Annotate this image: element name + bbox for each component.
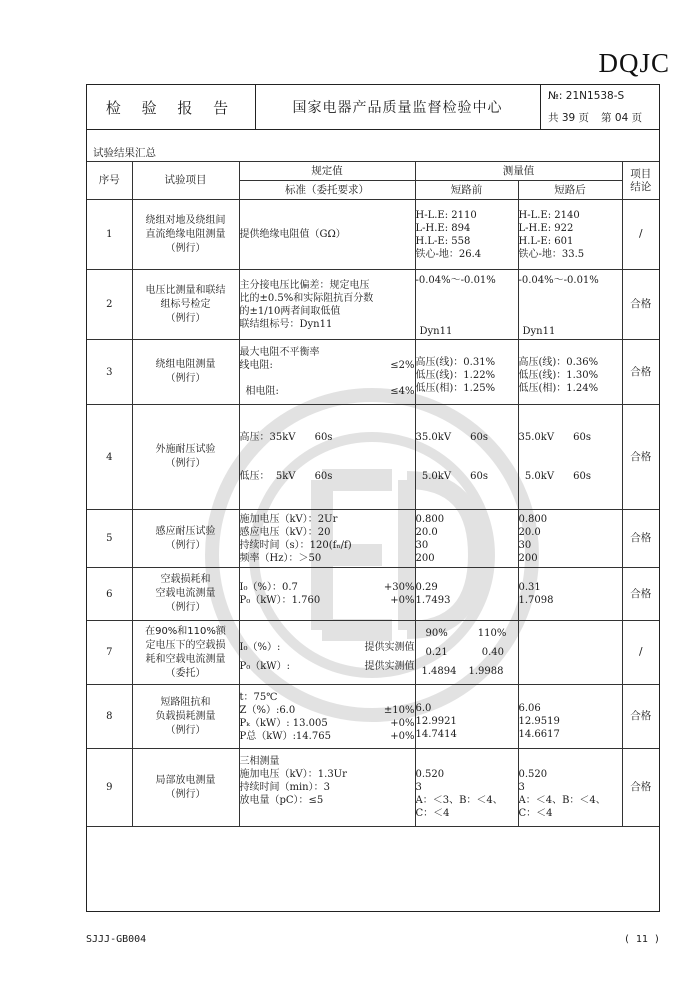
spec-line: t：75℃ xyxy=(239,691,278,703)
row-conclusion: 合格 xyxy=(622,270,659,340)
value-line: 35.0kV 60s xyxy=(518,432,591,443)
spec-line xyxy=(240,385,415,398)
row-item xyxy=(132,270,239,340)
value-line: 3 xyxy=(415,782,422,793)
value-line: 低压(线)：1.30% xyxy=(518,369,599,381)
value-line: H-L.E: 2110 xyxy=(415,209,477,221)
row-spec xyxy=(239,200,415,270)
value-line: 30 xyxy=(518,539,532,551)
spec-line xyxy=(240,359,415,372)
spec-tolerance: +30% xyxy=(383,582,415,593)
row-conclusion: 合格 xyxy=(622,510,659,568)
value-line: 铁心-地：26.4 xyxy=(415,248,482,260)
spec-label: P₀（kW）: xyxy=(239,660,290,672)
value-line: A：＜3、B：＜4、 xyxy=(415,795,503,806)
row-after xyxy=(518,340,622,405)
row-spec xyxy=(239,405,415,510)
row-spec xyxy=(239,340,415,405)
value-line: A：＜4、B：＜4、 xyxy=(518,795,606,806)
row-after xyxy=(518,749,622,827)
row-item xyxy=(132,200,239,270)
spec-line: 联结组标号：Dyn11 xyxy=(239,318,333,330)
col-spec: 规定值 xyxy=(239,162,415,181)
report-number: №: 21N1538-S xyxy=(548,90,625,102)
row-after xyxy=(518,200,622,270)
row-item xyxy=(132,685,239,749)
value-line: 0.520 xyxy=(518,769,548,780)
spec-line: 比的±0.5%和实际阻抗百分数 xyxy=(239,292,374,304)
row-before xyxy=(415,200,518,270)
spec-label: Pₖ（kW）: 13.005 xyxy=(239,717,328,729)
row-after xyxy=(518,405,622,510)
measured-header-110: 110% xyxy=(477,628,507,639)
spec-line xyxy=(240,581,415,594)
item-line: 直流绝缘电阻测量 xyxy=(145,228,226,240)
value-line: 低压(线)：1.22% xyxy=(415,369,496,381)
value-line: 12.9921 xyxy=(415,716,457,727)
spec-tolerance: +0% xyxy=(390,595,415,606)
row-after xyxy=(518,510,622,568)
value-p0-110: 1.9988 xyxy=(468,666,504,677)
table-row xyxy=(87,340,659,405)
value-line: Dyn11 xyxy=(419,326,453,337)
value-line: 14.6617 xyxy=(518,729,560,740)
row-after-empty xyxy=(518,621,622,685)
spec-label: I₀（%）: xyxy=(239,641,281,653)
row-after xyxy=(518,568,622,621)
value-line: C：＜4 xyxy=(415,808,450,819)
item-line: （例行） xyxy=(165,539,206,551)
measured-i0 xyxy=(416,646,518,659)
value-line: 0.800 xyxy=(518,513,548,525)
value-line: 30 xyxy=(415,539,429,551)
col-item: 试验项目 xyxy=(132,162,239,200)
col-conclusion-line2: 结论 xyxy=(630,180,652,193)
value-line: C：＜4 xyxy=(518,808,553,819)
spec-line: 三相测量 xyxy=(239,756,280,767)
spec-value: ≤4% xyxy=(390,386,415,397)
row-item xyxy=(132,621,239,685)
spec-value: 提供实测值 xyxy=(364,641,415,653)
item-line: （委托） xyxy=(165,667,206,679)
value-line: 20.0 xyxy=(415,526,438,538)
value-line: -0.04%～-0.01% xyxy=(518,275,599,286)
row-no: 6 xyxy=(87,568,132,621)
spec-label: P总（kW）:14.765 xyxy=(239,730,331,742)
value-line: 0.29 xyxy=(415,582,438,593)
value-i0-110: 0.40 xyxy=(481,647,505,658)
measured-header-90: 90% xyxy=(425,628,448,639)
spec-line: 持续时间（s）：120(fₙ/f) xyxy=(239,539,352,551)
row-conclusion: / xyxy=(622,621,659,685)
value-line: 200 xyxy=(415,552,435,564)
item-line: （例行） xyxy=(165,602,206,613)
value-line: 5.0kV 60s xyxy=(415,471,488,482)
value-line: 1.7098 xyxy=(518,595,554,606)
value-line: 6.06 xyxy=(518,703,541,714)
table-row xyxy=(87,405,659,510)
table-row xyxy=(87,510,659,568)
item-line: （例行） xyxy=(165,788,206,800)
spec-tolerance: ±10% xyxy=(383,704,415,716)
value-line: H.L-E: 601 xyxy=(518,235,574,247)
value-line: 1.7493 xyxy=(415,595,451,606)
row-conclusion: 合格 xyxy=(622,405,659,510)
row-before xyxy=(415,685,518,749)
measured-headers xyxy=(416,627,518,640)
item-line: 局部放电测量 xyxy=(155,774,216,786)
col-before: 短路前 xyxy=(415,181,518,200)
row-after xyxy=(518,685,622,749)
row-no: 9 xyxy=(87,749,132,827)
spec-line xyxy=(240,641,415,654)
spec-value: 提供实测值 xyxy=(364,660,415,672)
value-line: 高压(线)：0.31% xyxy=(415,356,496,368)
spec-line: 持续时间（min）：3 xyxy=(239,782,330,793)
col-conclusion xyxy=(622,162,659,200)
col-after: 短路后 xyxy=(518,181,622,200)
value-line: H.L-E: 558 xyxy=(415,235,471,247)
row-no: 7 xyxy=(87,621,132,685)
col-conclusion-line1: 项目 xyxy=(630,167,652,180)
value-line: 低压(相)：1.25% xyxy=(415,382,496,394)
section-title: 试验结果汇总 xyxy=(93,147,156,159)
spec-value: ≤2% xyxy=(390,360,415,371)
spec-line xyxy=(240,730,415,743)
spec-line xyxy=(240,717,415,730)
value-line: 5.0kV 60s xyxy=(518,471,591,482)
row-item xyxy=(132,405,239,510)
row-spec xyxy=(239,749,415,827)
spec-tolerance: +0% xyxy=(390,717,415,729)
row-spec xyxy=(239,568,415,621)
table-row xyxy=(87,685,659,749)
value-line: -0.04%～-0.01% xyxy=(415,275,496,286)
item-line: （例行） xyxy=(165,242,206,254)
row-spec xyxy=(239,270,415,340)
item-line: 在90%和110%额 xyxy=(145,625,226,637)
row-spec xyxy=(239,621,415,685)
row-spec xyxy=(239,685,415,749)
row-before xyxy=(415,270,518,340)
row-item xyxy=(132,568,239,621)
item-line: 耗和空载电流测量 xyxy=(145,653,226,665)
table-row xyxy=(87,621,659,685)
item-line: （例行） xyxy=(165,724,206,736)
value-line: Dyn11 xyxy=(522,326,556,337)
row-item xyxy=(132,340,239,405)
row-conclusion: 合格 xyxy=(622,749,659,827)
value-line: 0.800 xyxy=(415,513,445,525)
value-i0-90: 0.21 xyxy=(425,647,448,658)
row-item xyxy=(132,749,239,827)
value-line: H-L.E: 2140 xyxy=(518,209,580,221)
item-line: 绕组电阻测量 xyxy=(155,359,216,370)
spec-label: Z（%）:6.0 xyxy=(239,704,296,716)
results-table xyxy=(87,161,659,827)
col-measured: 测量值 xyxy=(415,162,622,181)
page-info xyxy=(548,110,642,125)
brand-logo-text: DQJC xyxy=(598,48,670,78)
value-line: 低压(相)：1.24% xyxy=(518,382,599,394)
item-line: 绕组对地及绕组间 xyxy=(145,214,226,226)
row-no: 4 xyxy=(87,405,132,510)
row-before xyxy=(415,510,518,568)
issuing-center: 国家电器产品质量监督检验中心 xyxy=(255,85,541,129)
spec-line: 最大电阻不平衡率 xyxy=(239,347,320,358)
value-line: 200 xyxy=(518,552,538,564)
row-before xyxy=(415,749,518,827)
value-line: L-H.E: 922 xyxy=(518,222,574,234)
value-line: 12.9519 xyxy=(518,716,560,727)
spec-label: 相电阻: xyxy=(245,386,279,397)
item-line: 感应耐压试验 xyxy=(155,525,216,537)
row-no: 8 xyxy=(87,685,132,749)
item-line: 电压比测量和联结 xyxy=(145,284,226,296)
spec-line: 频率（Hz）：＞50 xyxy=(239,552,322,564)
spec-tolerance: +0% xyxy=(390,730,415,742)
col-no: 序号 xyxy=(87,162,132,200)
spec-line: 主分接电压比偏差：规定电压 xyxy=(239,279,370,291)
item-line: 负载损耗测量 xyxy=(155,710,216,722)
value-p0-90: 1.4894 xyxy=(421,666,457,677)
value-line: 3 xyxy=(518,782,525,793)
row-measured-percent xyxy=(415,621,518,685)
value-line: 0.520 xyxy=(415,769,445,780)
item-line: 空载损耗和 xyxy=(160,574,211,585)
spec-label: I₀（%）：0.7 xyxy=(239,582,298,593)
value-line: 0.31 xyxy=(518,582,541,593)
row-conclusion: 合格 xyxy=(622,340,659,405)
item-line: 空载电流测量 xyxy=(155,588,216,599)
spec-line: 的±1/10两者间取低值 xyxy=(239,305,341,317)
spec-line xyxy=(240,704,415,717)
spec-line: 高压：35kV 60s xyxy=(239,432,333,443)
spec-line xyxy=(240,660,415,673)
row-spec xyxy=(239,510,415,568)
spec-label: P₀（kW）：1.760 xyxy=(239,595,321,606)
item-line: （例行） xyxy=(165,458,206,469)
spec-line: 感应电压（kV）：20 xyxy=(239,526,331,538)
value-line: L-H.E: 894 xyxy=(415,222,471,234)
value-line: 6.0 xyxy=(415,703,432,714)
value-line: 35.0kV 60s xyxy=(415,432,488,443)
table-row xyxy=(87,270,659,340)
spec-line: 放电量（pC）：≤5 xyxy=(239,795,324,806)
total-pages: 共 39 页 xyxy=(548,112,590,124)
report-id-block xyxy=(540,85,659,129)
row-no: 1 xyxy=(87,200,132,270)
spec-line: 低压： 5kV 60s xyxy=(239,471,333,482)
value-line: 20.0 xyxy=(518,526,541,538)
row-conclusion: 合格 xyxy=(622,685,659,749)
spec-line: 提供绝缘电阻值（GΩ） xyxy=(239,229,346,240)
col-spec-sub: 标准（委托要求） xyxy=(239,181,415,200)
row-before xyxy=(415,405,518,510)
spec-line: 施加电压（kV）：2Ur xyxy=(239,513,338,525)
report-type: 检 验 报 告 xyxy=(87,85,256,129)
item-line: 组标号检定 xyxy=(160,298,211,310)
value-line: 高压(线)：0.36% xyxy=(518,356,599,368)
row-no: 5 xyxy=(87,510,132,568)
form-code: SJJJ-GB004 xyxy=(86,934,147,945)
spec-label: 线电阻: xyxy=(239,360,273,371)
row-no: 2 xyxy=(87,270,132,340)
item-line: 定电压下的空载损 xyxy=(145,639,226,651)
spec-line xyxy=(240,594,415,607)
item-line: （例行） xyxy=(165,312,206,324)
report-frame xyxy=(86,84,660,912)
table-row xyxy=(87,749,659,827)
table-row xyxy=(87,568,659,621)
row-before xyxy=(415,340,518,405)
value-line: 14.7414 xyxy=(415,729,457,740)
row-conclusion: / xyxy=(622,200,659,270)
item-line: 短路阻抗和 xyxy=(160,696,211,708)
value-line: 铁心-地：33.5 xyxy=(518,248,585,260)
row-no: 3 xyxy=(87,340,132,405)
row-after xyxy=(518,270,622,340)
table-header-row xyxy=(87,162,659,181)
row-item xyxy=(132,510,239,568)
table-row xyxy=(87,200,659,270)
report-header xyxy=(87,85,659,130)
item-line: 外施耐压试验 xyxy=(155,444,216,455)
footer-page-index: ( 11 ) xyxy=(623,934,660,945)
measured-p0 xyxy=(416,665,518,678)
page-number: 第 04 页 xyxy=(601,112,643,124)
spec-line: 施加电压（kV）：1.3Ur xyxy=(239,769,347,780)
item-line: （例行） xyxy=(165,373,206,384)
row-conclusion: 合格 xyxy=(622,568,659,621)
row-before xyxy=(415,568,518,621)
